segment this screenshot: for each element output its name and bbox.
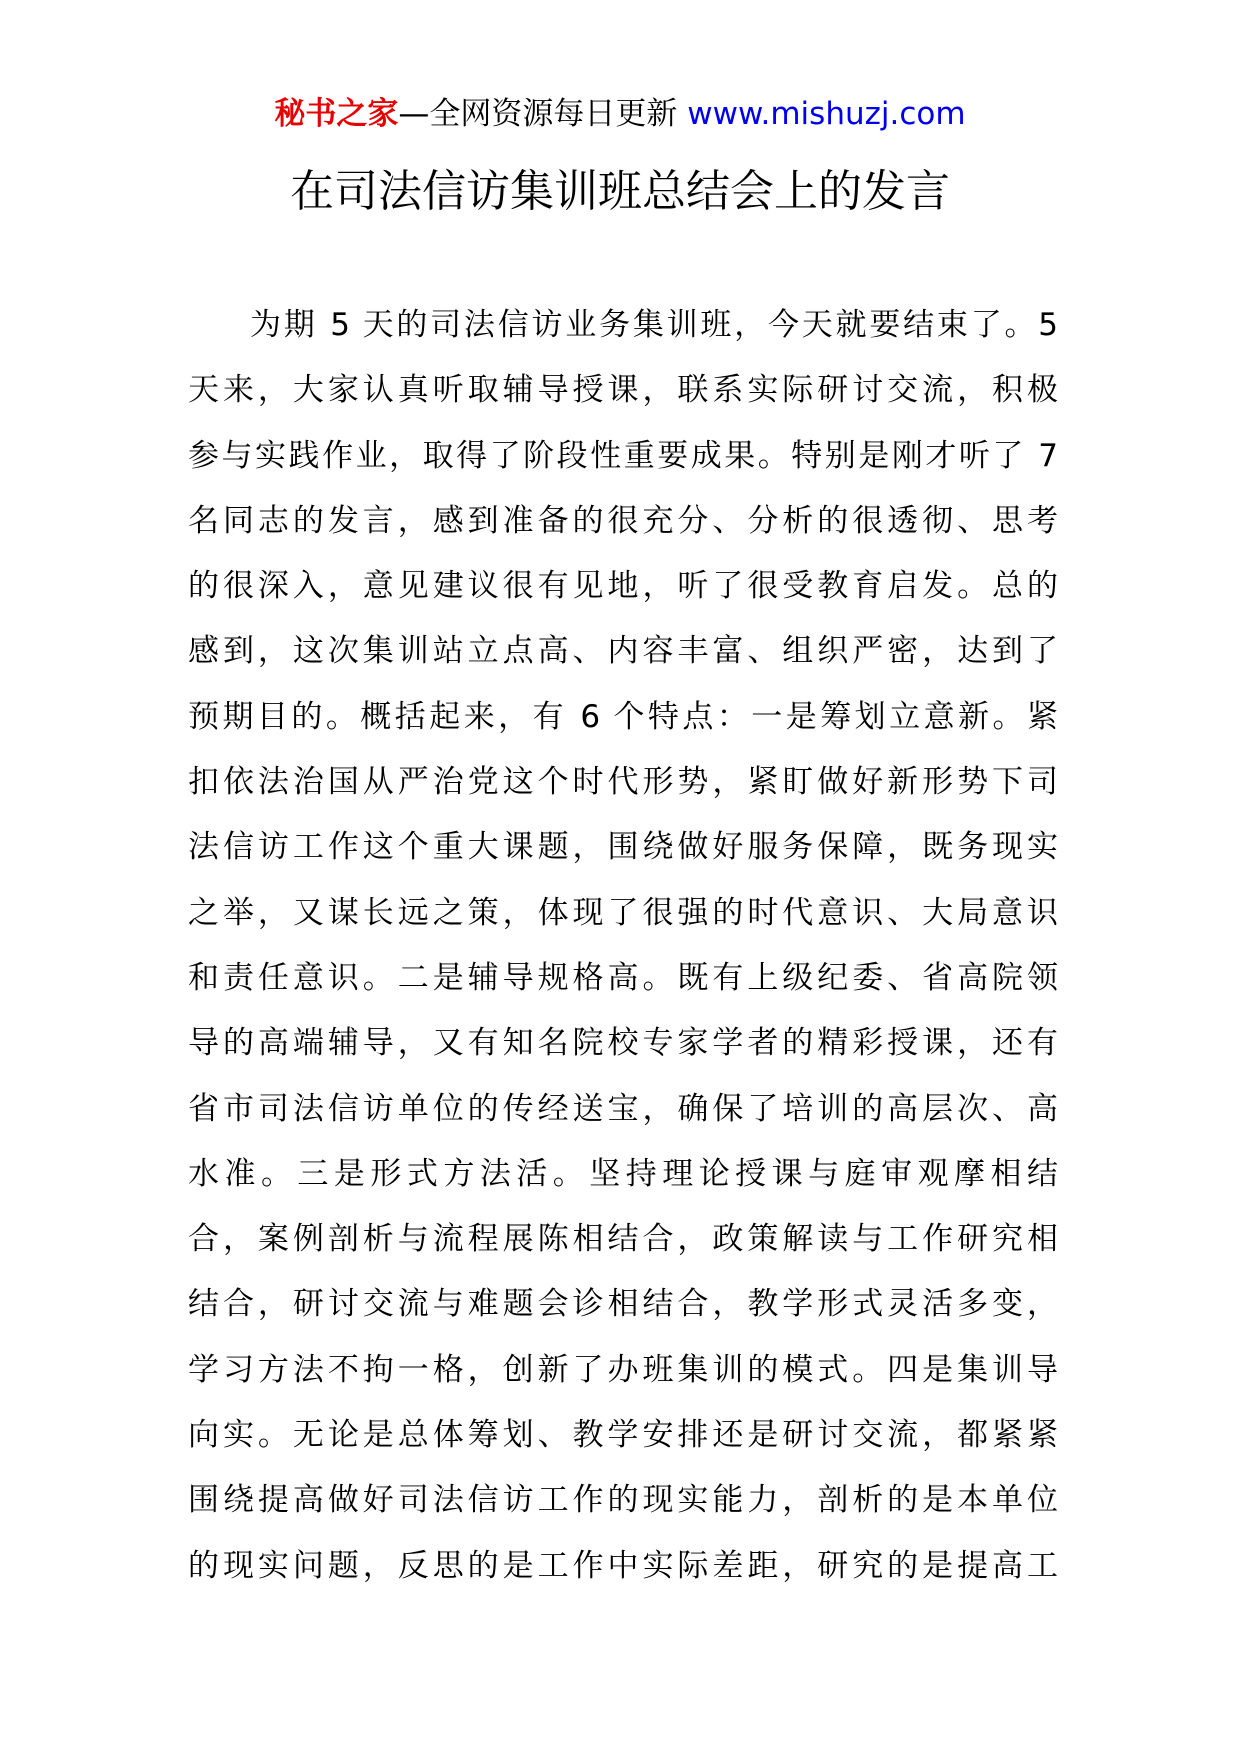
body-line: 的现实问题，反思的是工作中实际差距，研究的是提高工: [188, 1547, 1058, 1584]
body-line: 水准。三是形式方法活。坚持理论授课与庭审观摩相结: [188, 1155, 1058, 1192]
body-line: 天来，大家认真听取辅导授课，联系实际研讨交流，积极: [188, 372, 1058, 409]
body-line: 之举，又谋长远之策，体现了很强的时代意识、大局意识: [188, 894, 1058, 931]
document-title: 在司法信访集训班总结会上的发言: [290, 166, 950, 217]
body-line: 预期目的。概括起来，有 6 个特点：一是筹划立意新。紧: [188, 698, 1058, 735]
document-body: [188, 293, 1058, 1599]
body-line: 的很深入，意见建议很有见地，听了很受教育启发。总的: [188, 568, 1058, 605]
body-line: 导的高端辅导，又有知名院校专家学者的精彩授课，还有: [188, 1025, 1058, 1062]
header-tagline: —全网资源每日更新: [398, 96, 688, 132]
body-line: 学习方法不拘一格，创新了办班集训的模式。四是集训导: [188, 1351, 1058, 1388]
body-line: 扣依法治国从严治党这个时代形势，紧盯做好新形势下司: [188, 764, 1058, 801]
body-line: 围绕提高做好司法信访工作的现实能力，剖析的是本单位: [188, 1482, 1058, 1519]
site-header: [0, 94, 1240, 134]
body-line: 参与实践作业，取得了阶段性重要成果。特别是刚才听了 7: [188, 437, 1058, 474]
body-line: 省市司法信访单位的传经送宝，确保了培训的高层次、高: [188, 1090, 1058, 1127]
body-line: 为期 5 天的司法信访业务集训班，今天就要结束了。5: [250, 307, 1058, 343]
body-line: 向实。无论是总体筹划、教学安排还是研讨交流，都紧紧: [188, 1417, 1058, 1454]
brand-name: 秘书之家: [274, 96, 399, 132]
body-line: 感到，这次集训站立点高、内容丰富、组织严密，达到了: [188, 633, 1058, 670]
body-line: 法信访工作这个重大课题，围绕做好服务保障，既务现实: [188, 829, 1058, 866]
site-url-link[interactable]: www.mishuzj.com: [687, 96, 966, 132]
body-line: 和责任意识。二是辅导规格高。既有上级纪委、省高院领: [188, 959, 1058, 996]
body-line: 结合，研讨交流与难题会诊相结合，教学形式灵活多变，: [188, 1286, 1058, 1323]
body-line: 合，案例剖析与流程展陈相结合，政策解读与工作研究相: [188, 1221, 1058, 1258]
body-line: 名同志的发言，感到准备的很充分、分析的很透彻、思考: [188, 502, 1058, 539]
